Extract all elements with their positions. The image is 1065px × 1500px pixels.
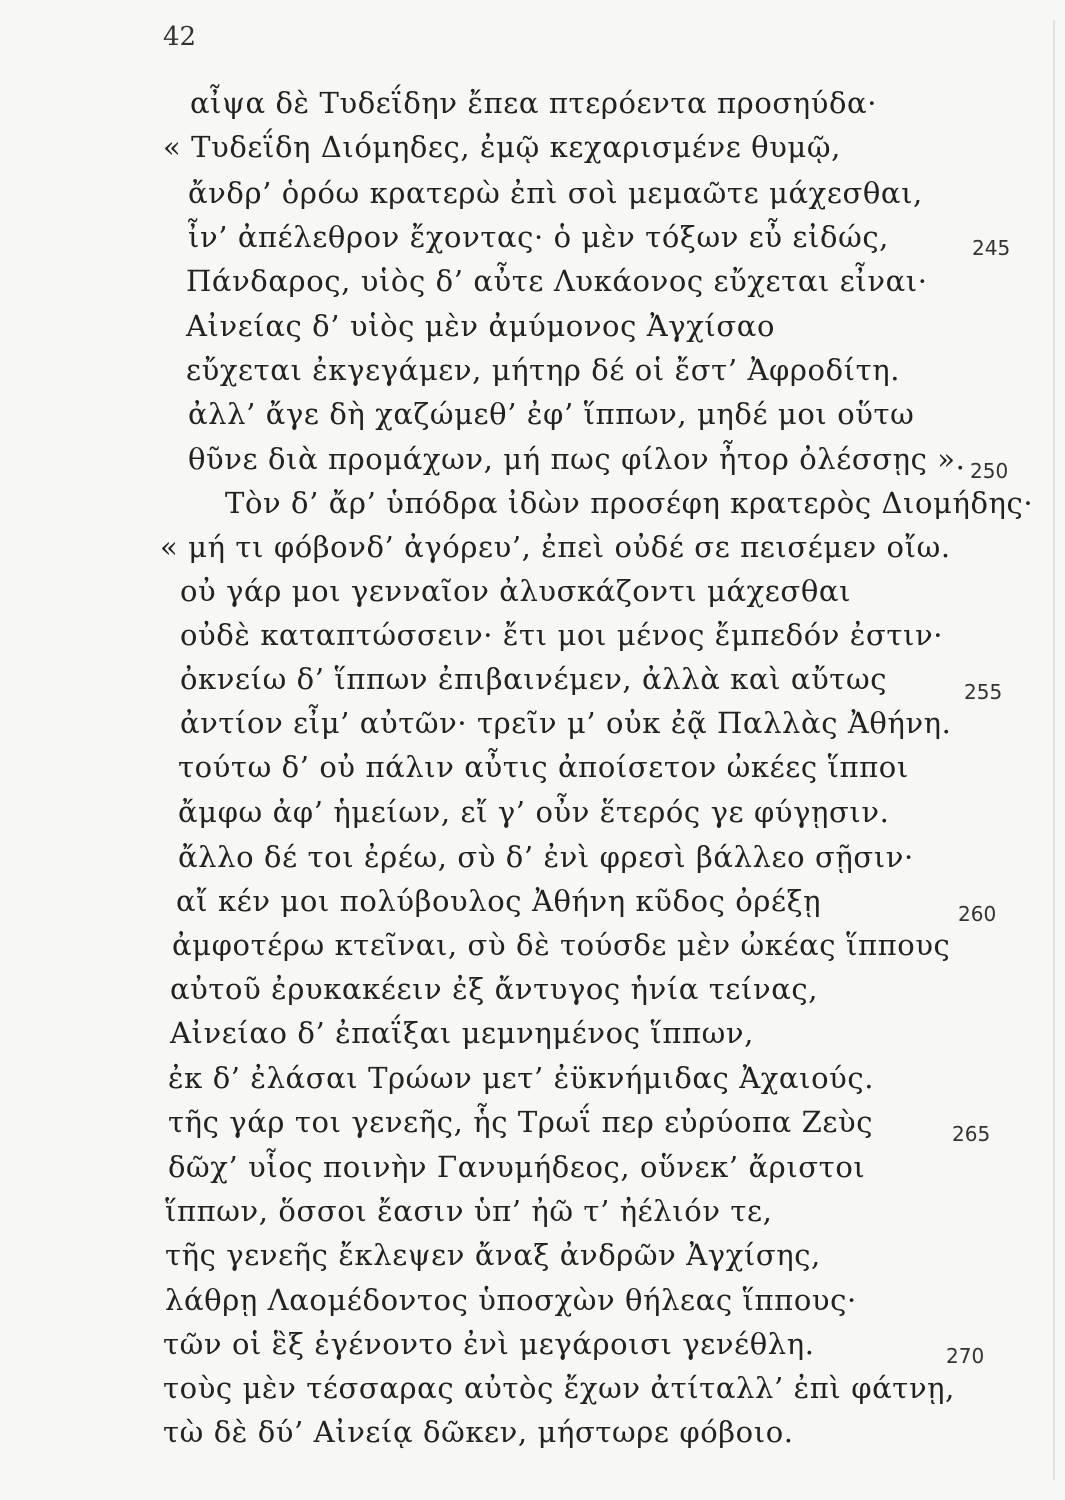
- verse-line: αἶψα δὲ Τυδεΐδην ἔπεα πτερόεντα προσηύδα·: [190, 86, 878, 120]
- page-number: 42: [163, 22, 197, 52]
- verse-line: ὀκνείω δ’ ἵππων ἐπιβαινέμεν, ἀλλὰ καὶ αὔτως: [180, 662, 888, 696]
- verse-line: Αἰνείας δ’ υἱὸς μὲν ἀμύμονος Ἀγχίσαο: [186, 309, 776, 343]
- line-number: 250: [970, 459, 1009, 483]
- verse-line: ἵππων, ὅσσοι ἔασιν ὑπ’ ἠῶ τ’ ἠέλιόν τε,: [165, 1194, 773, 1228]
- verse-line: ἐκ δ’ ἐλάσαι Τρώων μετ’ ἐϋκνήμιδας Ἀχαιούς.: [168, 1061, 875, 1095]
- verse-line: εὔχεται ἐκγεγάμεν, μήτηρ δέ οἱ ἔστ’ Ἀφροδίτη.: [186, 353, 901, 387]
- line-number: 265: [952, 1122, 991, 1146]
- verse-line: Πάνδαρος, υἱὸς δ’ αὖτε Λυκάονος εὔχεται εἶναι·: [186, 264, 928, 298]
- verse-line: οὐδὲ καταπτώσσειν· ἔτι μοι μένος ἔμπεδόν ἐστιν·: [180, 618, 944, 652]
- verse-line: « Τυδεΐδη Διόμηδες, ἐμῷ κεχαρισμένε θυμῷ,: [163, 130, 841, 164]
- verse-line: ἀμφοτέρω κτεῖναι, σὺ δὲ τούσδε μὲν ὠκέας ἵππους: [172, 928, 951, 962]
- verse-line: « μή τι φόβονδ’ ἀγόρευ’, ἐπεὶ οὐδέ σε πεισέμεν οἴω.: [160, 530, 951, 564]
- verse-line: οὐ γάρ μοι γενναῖον ἀλυσκάζοντι μάχεσθαι: [180, 574, 852, 608]
- line-number: 260: [958, 902, 997, 926]
- verse-line: ἄμφω ἀφ’ ἡμείων, εἴ γ’ οὖν ἕτερός γε φύγῃσιν.: [178, 795, 890, 829]
- line-number: 255: [964, 680, 1003, 704]
- verse-line: Αἰνείαο δ’ ἐπαΐξαι μεμνημένος ἵππων,: [170, 1016, 754, 1050]
- verse-line: τῶν οἱ ἓξ ἐγένοντο ἐνὶ μεγάροισι γενέθλη.: [163, 1327, 815, 1361]
- line-number: 245: [972, 236, 1011, 260]
- verse-line: τὼ δὲ δύ’ Αἰνείᾳ δῶκεν, μήστωρε φόβοιο.: [163, 1415, 794, 1449]
- verse-line: θῦνε διὰ προμάχων, μή πως φίλον ἦτορ ὀλέσσῃς ».: [188, 442, 966, 476]
- page-edge: [1053, 20, 1055, 1480]
- verse-line: τούτω δ’ οὐ πάλιν αὖτις ἀποίσετον ὠκέες ἵπποι: [178, 750, 909, 784]
- verse-line: αἴ κέν μοι πολύβουλος Ἀθήνη κῦδος ὀρέξῃ: [176, 884, 822, 918]
- verse-line: αὐτοῦ ἐρυκακέειν ἐξ ἄντυγος ἡνία τείνας,: [170, 972, 819, 1006]
- line-number: 270: [946, 1344, 985, 1368]
- verse-line: δῶχ’ υἷος ποινὴν Γανυμήδεος, οὕνεκ’ ἄριστοι: [168, 1150, 866, 1184]
- verse-line: τῆς γενεῆς ἔκλεψεν ἄναξ ἀνδρῶν Ἀγχίσης,: [165, 1238, 821, 1272]
- verse-line: ἀλλ’ ἄγε δὴ χαζώμεθ’ ἐφ’ ἵππων, μηδέ μοι οὕτω: [188, 397, 915, 431]
- verse-line: ἄλλο δέ τοι ἐρέω, σὺ δ’ ἐνὶ φρεσὶ βάλλεο σῇσιν·: [178, 840, 914, 874]
- verse-line: ἀντίον εἶμ’ αὐτῶν· τρεῖν μ’ οὐκ ἐᾷ Παλλὰς Ἀθήνη.: [180, 706, 952, 740]
- verse-line: Τὸν δ’ ἄρ’ ὑπόδρα ἰδὼν προσέφη κρατερὸς Διομήδης·: [225, 486, 1034, 520]
- verse-line: τῆς γάρ τοι γενεῆς, ἧς Τρωΐ περ εὐρύοπα Ζεὺς: [168, 1105, 874, 1139]
- verse-line: λάθρῃ Λαομέδοντος ὑποσχὼν θήλεας ἵππους·: [165, 1283, 857, 1317]
- verse-line: ἄνδρ’ ὁρόω κρατερὼ ἐπὶ σοὶ μεμαῶτε μάχεσθαι,: [188, 176, 923, 210]
- verse-line: τοὺς μὲν τέσσαρας αὐτὸς ἔχων ἀτίταλλ’ ἐπὶ φάτνῃ,: [163, 1371, 955, 1405]
- verse-line: ἶν’ ἀπέλεθρον ἔχοντας· ὁ μὲν τόξων εὖ εἰδώς,: [188, 220, 889, 254]
